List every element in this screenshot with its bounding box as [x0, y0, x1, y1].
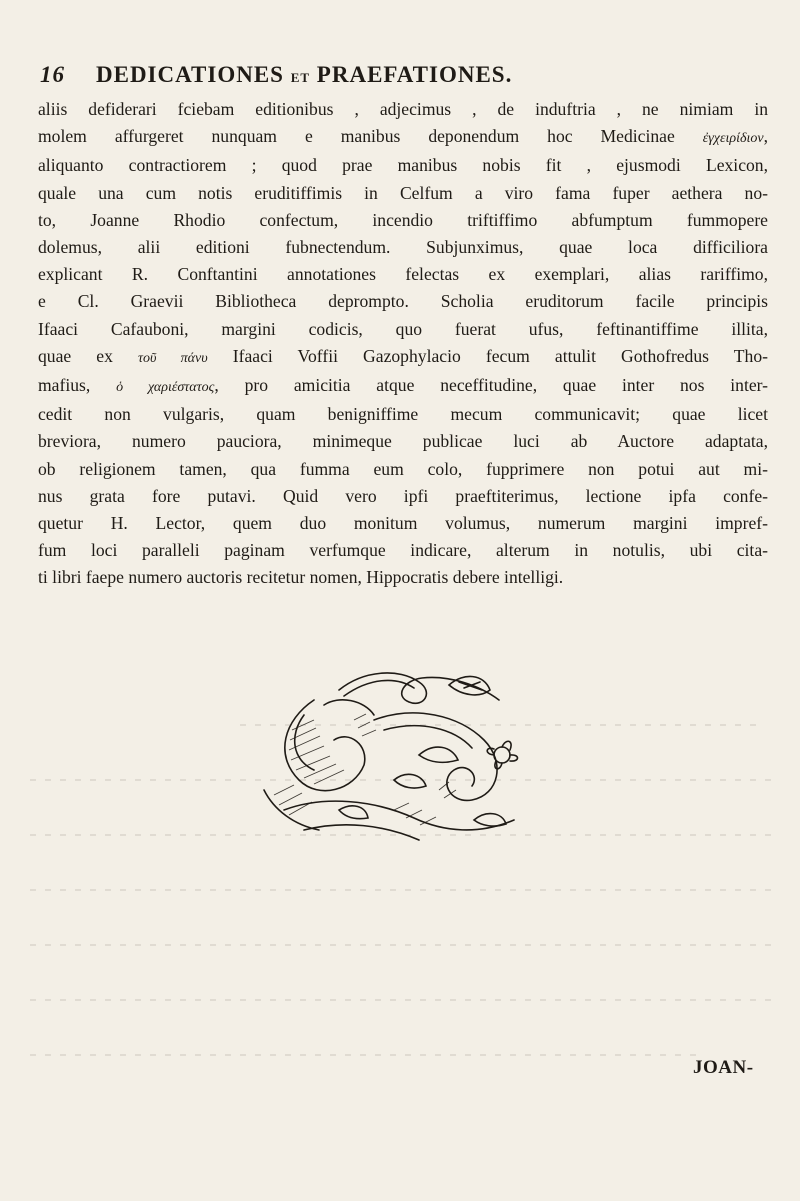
greek-word: ἐγχειρίδιον	[702, 131, 764, 147]
text-line-part: mafius,	[38, 375, 91, 396]
body-text	[38, 96, 768, 592]
page-number: 16	[40, 62, 65, 87]
floral-vignette-icon	[244, 660, 544, 860]
running-title	[96, 62, 512, 88]
text-line: quetur H. Lector, quem duo monitum volumus, numerum margini impref-	[38, 513, 768, 534]
catchword: JOAN-	[693, 1057, 754, 1078]
text-line: fum loci paralleli paginam verfumque indicare, alterum in notulis, ubi cita-	[38, 540, 768, 561]
running-title-main: DEDICATIONES	[96, 62, 284, 87]
greek-phrase: ὁ χαριέστατος	[116, 380, 215, 396]
running-head	[40, 62, 770, 92]
text-line: breviora, numero pauciora, minimeque publicae luci ab Auctore adaptata,	[38, 431, 768, 452]
text-line-part: pro amicitia atque neceffitudine, quae inter nos inter-	[244, 375, 769, 396]
text-line	[38, 343, 768, 372]
text-line: quale una cum notis eruditiffimis in Celfum a viro fama fuper aethera no-	[38, 182, 768, 203]
text-line: cedit non vulgaris, quam benigniffime mecum communicavit; quae licet	[38, 404, 768, 425]
running-title-et: ET	[290, 70, 311, 85]
text-line: aliquanto contractiorem ; quod prae manibus nobis fit , ejusmodi Lexicon,	[38, 155, 768, 176]
text-line: molem affurgeret nunquam e manibus deponendum hoc Medicinae ἐγχειρίδιον,	[38, 126, 768, 147]
text-line: dolemus, alii editioni fubnectendum. Subjunximus, quae loca difficiliora	[38, 237, 768, 258]
text-line: explicant R. Conftantini annotationes felectas ex exemplari, alias rariffimo,	[38, 264, 768, 285]
text-line: mafius, ὁ χαριέστατος, pro amicitia atque neceffitudine, quae inter nos inter-	[38, 375, 769, 396]
text-line: e Cl. Graevii Bibliotheca deprompto. Scholia eruditorum facile principis	[38, 291, 768, 312]
running-title-end: PRAEFATIONES.	[316, 62, 513, 87]
text-line-part: molem affurgeret nunquam e manibus deponendum hoc Medicinae	[38, 126, 675, 147]
text-line-part: quae ex	[38, 345, 113, 366]
text-line: ti libri faepe numero auctoris recitetur nomen, Hippocratis debere intelligi.	[38, 567, 564, 588]
text-line-part: Ifaaci Voffii Gazophylacio fecum attulit Gothofredus Tho-	[232, 345, 768, 366]
text-line: Ifaaci Cafauboni, margini codicis, quo fuerat ufus, feftinantiffime illita,	[38, 318, 768, 339]
text-line: aliis defiderari fciebam editionibus , adjecimus , de induftria , ne nimiam in	[38, 99, 768, 119]
text-line: to, Joanne Rhodio confectum, incendio triftiffimo abfumptum fummopere	[38, 209, 768, 230]
greek-phrase: τοῦ πάνυ	[138, 350, 208, 366]
text-line: ob religionem tamen, qua fumma eum colo, fupprimere non potui aut mi-	[38, 458, 768, 479]
text-line: nus grata fore putavi. Quid vero ipfi praeftiterimus, lectione ipfa confe-	[38, 485, 768, 506]
